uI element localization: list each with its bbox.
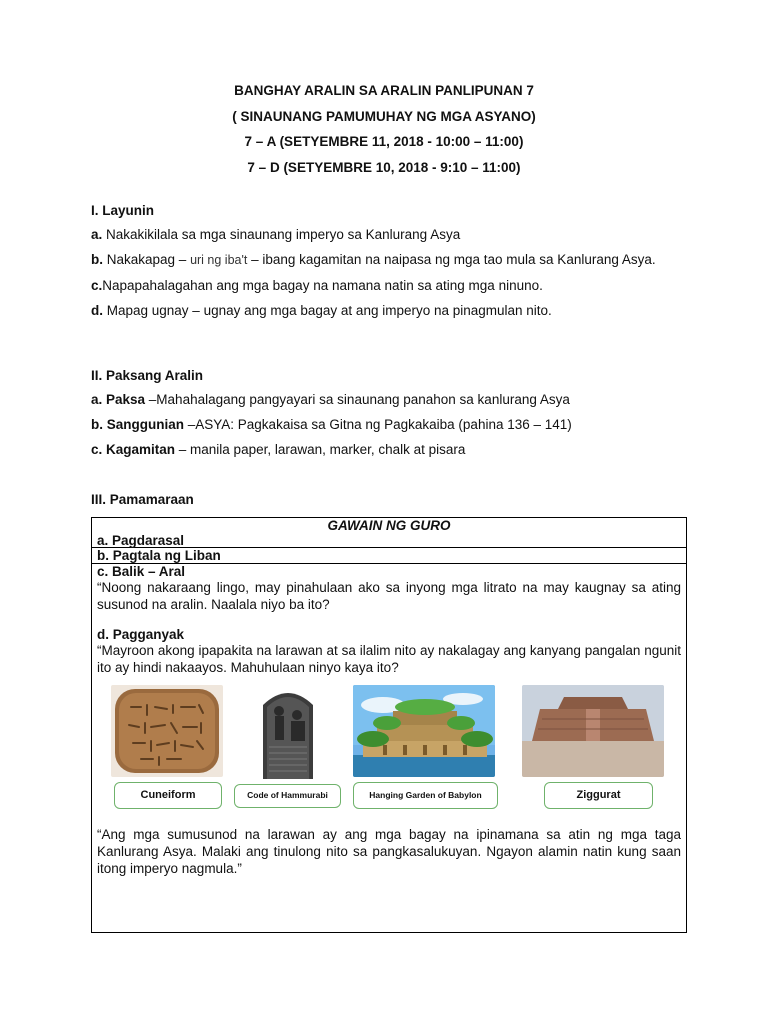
garden-icon [353, 685, 495, 777]
layunin-title: I. Layunin [91, 203, 155, 218]
paksang-b-label2: . Sanggunian [99, 417, 185, 432]
header-subtitle: ( SINAUNANG PAMUMUHAY NG MGA ASYANO) [232, 108, 536, 124]
layunin-b-text1: Nakakapag – [103, 252, 191, 267]
hanging-garden-image [353, 685, 495, 777]
pamamaraan-title: III. Pamamaraan [91, 492, 194, 507]
layunin-item-c [91, 277, 691, 294]
image-row [97, 685, 681, 815]
document-header [0, 78, 768, 180]
paksang-item-a [91, 391, 691, 408]
paksang-a-label: a. Paksa [91, 392, 146, 407]
row-pagtala: b. Pagtala ng Liban [92, 548, 686, 564]
caption-hanging-garden: Hanging Garden of Babylon [353, 782, 498, 809]
paksang-c-label: c. Kagamitan [91, 442, 176, 457]
balik-aral-text: “Noong nakaraang lingo, may pinahulaan ako sa inyong mga litrato na may kaugnay sa ating susunod na aralin. Naalala niyo ba ito? [97, 580, 681, 612]
header-section-a: 7 – A (SETYEMBRE 11, 2018 - 10:00 – 11:00) [244, 134, 524, 149]
gawain-table [91, 517, 687, 933]
cuneiform-image [111, 685, 223, 777]
ziggurat-image [522, 685, 664, 777]
paksang-c-text: – manila paper, larawan, marker, chalk at pisara [175, 442, 466, 457]
stele-icon [257, 685, 319, 779]
paksang-b-label: b [91, 417, 100, 432]
layunin-b-soft: uri ng iba't [190, 253, 248, 267]
hammurabi-image [257, 685, 319, 779]
pamamaraan-section [91, 492, 691, 507]
paksang-a-text: –Mahahalagang pangyayari sa sinaunang panahon sa kanlurang Asya [145, 392, 570, 407]
paksang-item-b [91, 416, 691, 433]
layunin-item-d [91, 302, 691, 319]
header-section-d: 7 – D (SETYEMBRE 10, 2018 - 9:10 – 11:00) [247, 159, 521, 175]
header-title: BANGHAY ARALIN SA ARALIN PANLIPUNAN 7 [234, 83, 534, 98]
paksang-title: II. Paksang Aralin [91, 368, 204, 383]
layunin-item-b [91, 251, 681, 269]
layunin-item-a [91, 226, 691, 243]
layunin-d-text: Mapag ugnay – ugnay ang mga bagay at ang imperyo na pinagmulan nito. [103, 303, 552, 318]
balik-aral-title: c. Balik – Aral [97, 564, 186, 579]
layunin-a-label: a. [91, 227, 103, 242]
layunin-b-text2: – ibang kagamitan na naipasa ng mga tao mula sa Kanlurang Asya. [247, 252, 656, 267]
pagganyak-title: d. Pagganyak [97, 627, 185, 642]
layunin-c-text: Napapahalagahan ang mga bagay na namana natin sa ating mga ninuno. [102, 278, 543, 293]
ziggurat-icon [522, 685, 664, 777]
paksang-item-c [91, 441, 691, 458]
table-header: GAWAIN NG GURO [327, 518, 451, 533]
table-body [92, 564, 686, 877]
closing-text: “Ang mga sumusunod na larawan ay ang mga bagay na ipinamana sa atin ng mga taga Kanlurang Asya. Malaki ang tinulong nito sa pangkasalukuyan. Ngayon alamin natin kung saan itong imperyo nagmula.” [97, 827, 681, 876]
cuneiform-tablet-icon [111, 685, 223, 777]
paksang-section [91, 368, 691, 458]
paksang-b-text: –ASYA: Pagkakaisa sa Gitna ng Pagkakaiba (pahina 136 – 141) [184, 417, 572, 432]
layunin-section [91, 203, 691, 319]
caption-hammurabi: Code of Hammurabi [234, 784, 341, 808]
pagganyak-text: “Mayroon akong ipapakita na larawan at sa ilalim nito ay nakalagay ang kanyang pangalan ngunit ito ay hindi nakaayos. Mahuhulaan ninyo kaya ito? [97, 643, 681, 675]
caption-ziggurat: Ziggurat [544, 782, 653, 809]
row-pagdarasal: a. Pagdarasal [92, 534, 686, 548]
layunin-a-text: Nakakikilala sa mga sinaunang imperyo sa Kanlurang Asya [102, 227, 461, 242]
layunin-b-label: b. [91, 252, 103, 267]
layunin-d-label: d. [91, 303, 103, 318]
caption-cuneiform: Cuneiform [114, 782, 222, 809]
layunin-c-label: c. [91, 278, 103, 293]
